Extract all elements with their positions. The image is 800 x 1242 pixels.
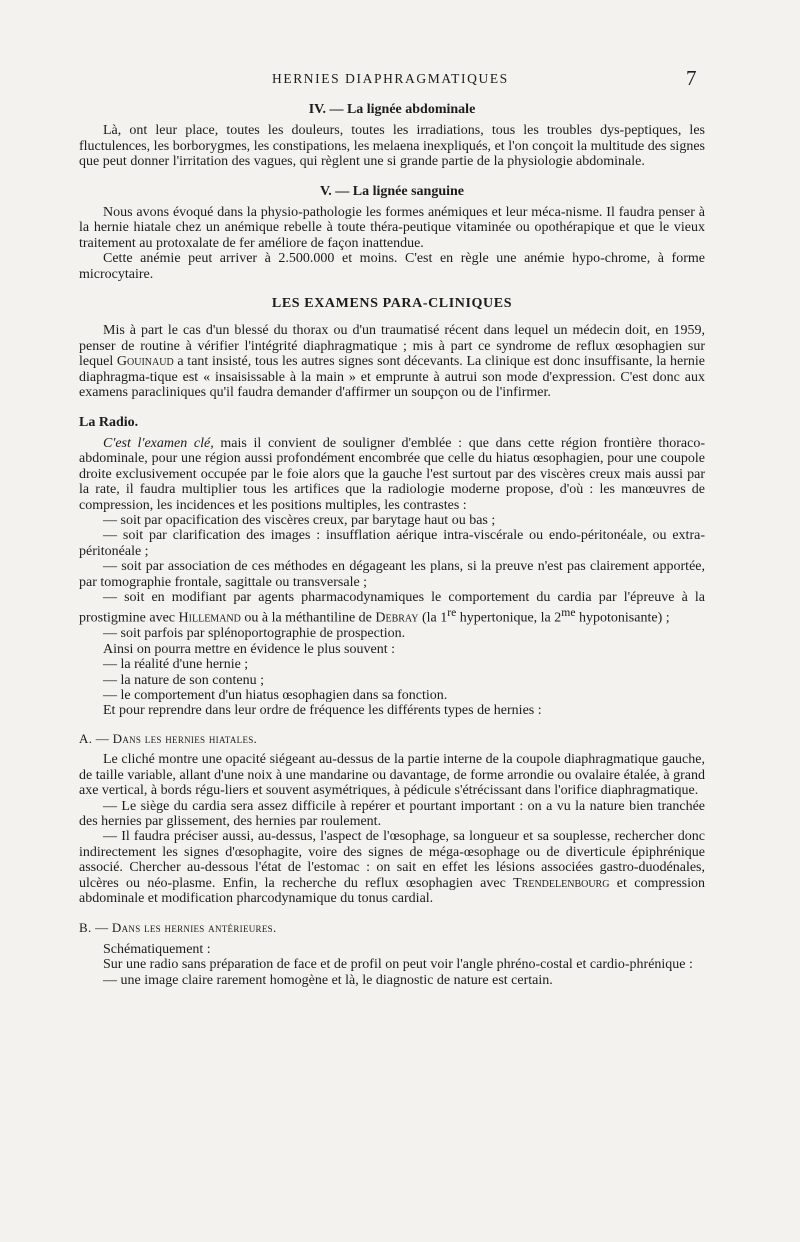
heading-lignee-abdominale: IV. — La lignée abdominale: [308, 102, 476, 117]
paragraph: Et pour reprendre dans leur ordre de fréquence les différents types de hernies :: [103, 703, 542, 719]
author-name: Debray: [375, 611, 419, 627]
heading-lignee-sanguine: V. — La lignée sanguine: [319, 183, 465, 199]
paragraph: Mis à part le cas d'un blessé du thorax ou d'un traumatisé récent dans lequel un médecin doit, en 1959, penser de routine à vérifier l'intégrité diaphragmatique ; mis à part ce syndrome de reflux œsophagien sur lequel Gouinaud a tant insisté, tous les autres signes sont décevants. La clinique est donc insuffisante, la hernie diaphragma-tique est « insaisissable à la main » et emprunte à autrui son mode d'expression. C'est donc aux examens paracliniques qu'il faudra demander d'affirmer un soupçon ou de l'infirmer.: [79, 323, 705, 401]
list-item: — le comportement d'un hiatus œsophagien dans sa fonction.: [103, 688, 448, 704]
paragraph: Là, ont leur place, toutes les douleurs, toutes les irradiations, tous les troubles dys-peptiques, les fluctulences, les borborygmes, les constipations, les melaena inexpliqués, et l'on conçoit la multitude des signes que peut donner l'irritation des vagues, qui règlent une si grande partie de la physiologie abdominale.: [79, 123, 705, 170]
body-text: [79, 102, 705, 988]
heading-la-radio: La Radio.: [79, 414, 139, 430]
list-item: — soit par association de ces méthodes en dégageant les plans, si la preuve n'est pas clairement apportée, par tomographie frontale, sagittale ou transversale ;: [79, 559, 705, 590]
author-name: Hillemand: [178, 611, 241, 627]
heading-examens-para-cliniques: LES EXAMENS PARA-CLINIQUES: [271, 296, 513, 312]
list-item: — la réalité d'une hernie ;: [103, 657, 249, 673]
list-item: — la nature de son contenu ;: [103, 672, 264, 688]
running-title: HERNIES DIAPHRAGMATIQUES: [272, 71, 509, 86]
list-item: — soit en modifiant par agents pharmacodynamiques le comportement du cardia par l'épreuve à la prostigmine avec Hillemand ou à la méthantiline de Debray (la 1re hypertonique, la $2^{me}$ hypotonisante) ;: [79, 589, 705, 627]
list-item: — une image claire rarement homogène et là, le diagnostic de nature est certain.: [103, 972, 553, 988]
list-item: — soit par clarification des images : insufflation aérique intra-viscérale ou endo-péritonéale, ou extra-péritonéale ;: [79, 528, 705, 559]
list-item: — soit par opacification des viscères creux, par barytage haut ou bas ;: [103, 512, 496, 528]
paragraph: — Le siège du cardia sera assez difficile à repérer et pourtant important : on a vu la nature bien tranchée des hernies par glissement, des hernies par roulement.: [79, 798, 705, 829]
paragraph: C'est l'examen clé, mais il convient de souligner d'emblée : que dans cette région frontière thoraco-abdominale, pour une région aussi profondément encombrée que celle du hiatus œsophagien, pour une coupole droite exclusivement occupée par le foie alors que la gauche l'est surtout par des viscères creux mais aussi par la rate, il faudra multiplier tous les artifices que la radiologie moderne propose, d'où : les manœuvres de compression, les incidences et les positions multiples, les contrastes :: [79, 435, 705, 513]
paragraph: Schématiquement :: [103, 941, 211, 957]
heading-hernies-hiatales: A. — Dans les hernies hiatales.: [79, 730, 258, 746]
paragraph: Cette anémie peut arriver à 2.500.000 et moins. C'est en règle une anémie hypo-chrome, à forme microcytaire.: [79, 251, 705, 282]
list-item: — soit parfois par splénoportographie de prospection.: [103, 626, 406, 642]
page-header: [0, 66, 800, 92]
heading-hernies-anterieures: B. — Dans les hernies antérieures.: [79, 920, 277, 936]
author-name: Trendelenbourg: [513, 875, 610, 891]
author-name: Gouinaud: [116, 354, 174, 370]
page-number: 7: [686, 66, 697, 90]
paragraph: Sur une radio sans préparation de face et de profil on peut voir l'angle phréno-costal et cardio-phrénique :: [103, 957, 693, 973]
paragraph: Nous avons évoqué dans la physio-pathologie les formes anémiques et leur méca-nisme. Il faudra penser à la hernie hiatale chez un anémique rebelle à toute théra-peutique vitaminée ou opothérapique et que le vieux traitement au protoxalate de fer améliore de façon inattendue.: [79, 205, 705, 251]
paragraph: Ainsi on pourra mettre en évidence le plus souvent :: [103, 641, 395, 657]
paragraph: Le cliché montre une opacité siégeant au-dessus de la partie interne de la coupole diaphragmatique gauche, de taille variable, allant d'une noix à une mandarine ou davantage, de forme arrondie ou ovalaire étalée, à grand axe vertical, à bords régu-liers et souvent asymétriques, à pédicule s'étrécissant dans l'orifice diaphragmatique.: [79, 752, 705, 799]
paragraph: — Il faudra préciser aussi, au-dessus, l'aspect de l'œsophage, sa longueur et sa souplesse, rechercher donc indirectement les signes d'œsophagite, voire des signes de méga-œsophage ou de diverticule épiphrénique associé. Chercher au-dessous l'état de l'estomac : on sait en effet les lésions associées gastro-duodénales, ulcères ou néo-plasme. Enfin, la recherche du reflux œsophagien avec Trendelenbourg et compression abdominale et modification pharcodynamique du tonus cardial.: [79, 829, 706, 906]
